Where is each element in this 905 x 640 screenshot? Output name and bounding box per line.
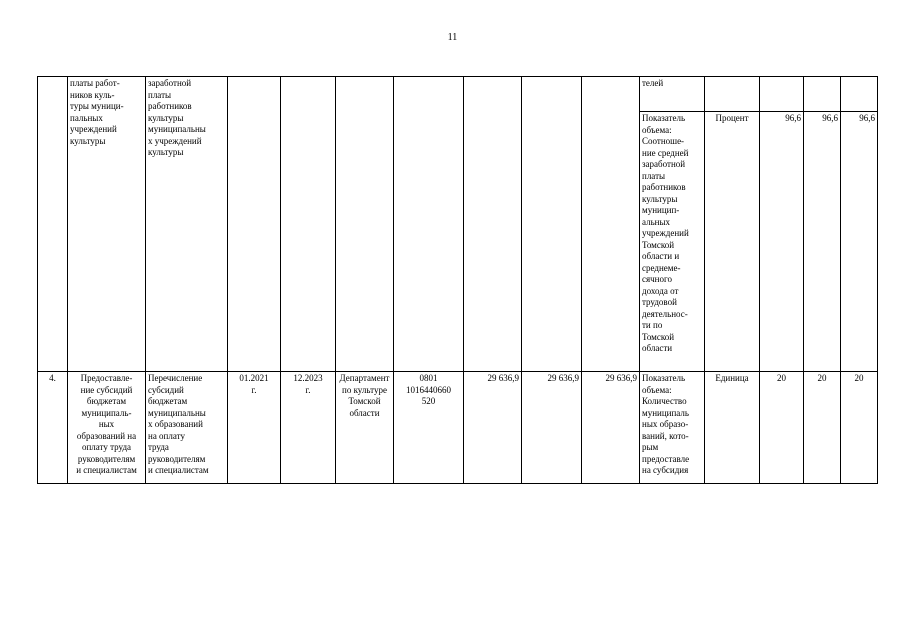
row4-val-2023-cell: 20 xyxy=(841,372,878,484)
row4-val-2022-cell: 20 xyxy=(804,372,841,484)
row3-amount-2021-cell xyxy=(464,77,522,372)
row3-prev-val-2021-cell xyxy=(760,77,804,112)
row3-unit-cell: Процент xyxy=(705,112,760,372)
row3-prev-val-2022-cell xyxy=(804,77,841,112)
row3-prev-indicator-tail: телей xyxy=(640,77,705,112)
row3-kbk-cell xyxy=(394,77,464,372)
row3-amount-2023-cell xyxy=(582,77,640,372)
row3-val-2021-cell: 96,6 xyxy=(760,112,804,372)
row4-unit-cell: Единица xyxy=(705,372,760,484)
row3-end-cell xyxy=(281,77,336,372)
table-row xyxy=(38,77,878,112)
row4-number-cell: 4. xyxy=(38,372,68,484)
row3-indicator-cell: Показатель объема: Соотноше- ние средней заработной платы работников культуры муницип- альных учреждений Томской области и среднеме- сячного дохода от трудовой деятельнос- ти по Томской области xyxy=(640,112,705,372)
row3-prev-val-2023-cell xyxy=(841,77,878,112)
row4-amount-2022-cell: 29 636,9 xyxy=(522,372,582,484)
row3-prev-unit-cell xyxy=(705,77,760,112)
row4-event-cell: Перечисление субсидий бюджетам муниципальны х образований на оплату труда руководителям и специалистам xyxy=(146,372,228,484)
row3-val-2023-cell: 96,6 xyxy=(841,112,878,372)
page-number: 11 xyxy=(447,32,458,43)
row3-val-2022-cell: 96,6 xyxy=(804,112,841,372)
row3-amount-2022-cell xyxy=(522,77,582,372)
row3-start-cell xyxy=(228,77,281,372)
row4-val-2021-cell: 20 xyxy=(760,372,804,484)
row4-name-cell: Предоставле- ние субсидий бюджетам муниципаль- ных образований на оплату труда руководителям и специалистам xyxy=(68,372,146,484)
row4-indicator-cell: Показатель объема: Количество муниципаль ных образо- ваний, кото- рым предоставле на субсидия xyxy=(640,372,705,484)
row4-start-cell: 01.2021 г. xyxy=(228,372,281,484)
row3-number-cell xyxy=(38,77,68,372)
row4-amount-2021-cell: 29 636,9 xyxy=(464,372,522,484)
row4-amount-2023-cell: 29 636,9 xyxy=(582,372,640,484)
row3-event-cell: заработной платы работников культуры муниципальны х учреждений культуры xyxy=(146,77,228,372)
row3-executor-cell xyxy=(336,77,394,372)
table-row xyxy=(38,372,878,484)
row3-name-cell: платы работ- ников куль- туры муници- пальных учреждений культуры xyxy=(68,77,146,372)
row4-kbk-cell: 0801 1016440660 520 xyxy=(394,372,464,484)
row4-executor-cell: Департамент по культуре Томской области xyxy=(336,372,394,484)
row4-end-cell: 12.2023 г. xyxy=(281,372,336,484)
document-table xyxy=(37,76,878,484)
